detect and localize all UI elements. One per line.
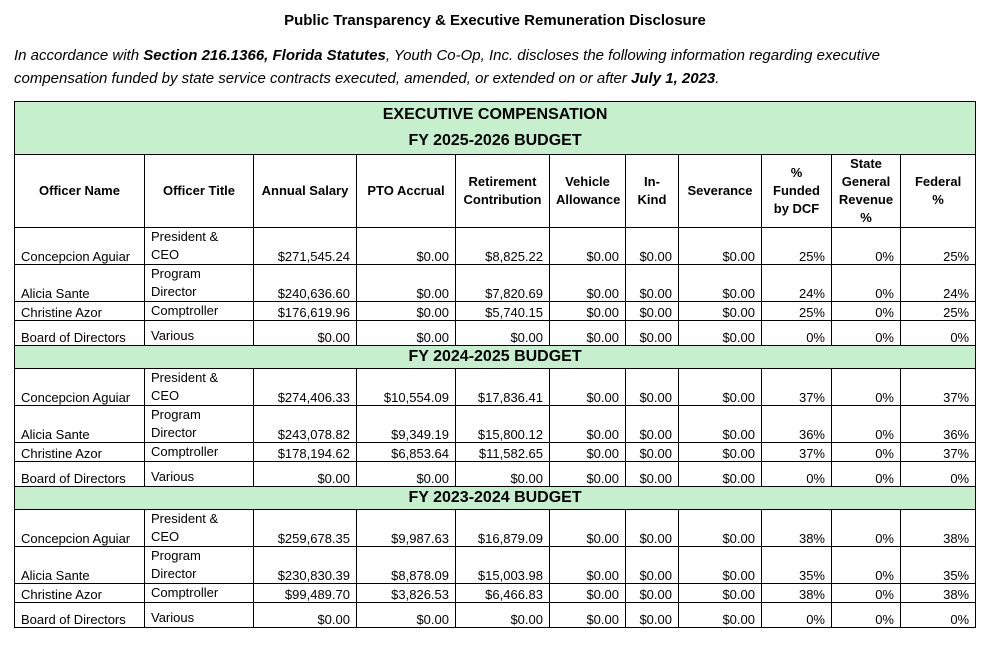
col-sgr-l3: Revenue	[838, 192, 894, 207]
officer-title-cell	[145, 406, 254, 443]
col-pto-accrual: PTO Accrual	[357, 155, 456, 228]
funded-dcf-cell: 38%	[762, 510, 832, 547]
severance-cell: $0.00	[679, 265, 762, 302]
section-row	[15, 487, 976, 510]
retirement-cell: $5,740.15	[456, 302, 550, 321]
officer-name-cell: Alicia Sante	[15, 547, 145, 584]
severance-cell: $0.00	[679, 603, 762, 628]
funded-dcf-cell: 24%	[762, 265, 832, 302]
federal-cell: 0%	[901, 603, 976, 628]
federal-cell: 0%	[901, 321, 976, 346]
salary-cell: $178,194.62	[254, 443, 357, 462]
table-row	[15, 369, 976, 406]
retirement-cell: $7,820.69	[456, 265, 550, 302]
intro-paragraph	[14, 44, 974, 90]
in-kind-cell: $0.00	[626, 547, 679, 584]
federal-cell: 37%	[901, 369, 976, 406]
funded-dcf-cell: 38%	[762, 584, 832, 603]
pto-accrual-cell: $0.00	[357, 265, 456, 302]
col-vehicle-l2: Allowance	[556, 192, 621, 207]
table-row	[15, 443, 976, 462]
federal-cell: 37%	[901, 443, 976, 462]
pto-accrual-cell: $0.00	[357, 462, 456, 487]
retirement-cell: $11,582.65	[456, 443, 550, 462]
section-row	[15, 346, 976, 369]
vehicle-allowance-cell: $0.00	[550, 547, 626, 584]
table-row	[15, 265, 976, 302]
table-row	[15, 228, 976, 265]
pto-accrual-cell: $0.00	[357, 321, 456, 346]
funded-dcf-cell: 35%	[762, 547, 832, 584]
section-label: FY 2023-2024 BUDGET	[15, 487, 976, 510]
vehicle-allowance-cell: $0.00	[550, 228, 626, 265]
col-dcf-l3: by DCF	[773, 201, 820, 216]
officer-title-line: Director	[151, 566, 197, 581]
salary-cell: $0.00	[254, 462, 357, 487]
pto-accrual-cell: $0.00	[357, 302, 456, 321]
vehicle-allowance-cell: $0.00	[550, 321, 626, 346]
pto-accrual-cell: $0.00	[357, 603, 456, 628]
col-annual-salary: Annual Salary	[254, 155, 357, 228]
state-general-revenue-cell: 0%	[832, 302, 901, 321]
funded-dcf-cell: 0%	[762, 462, 832, 487]
severance-cell: $0.00	[679, 228, 762, 265]
retirement-cell: $15,800.12	[456, 406, 550, 443]
federal-cell: 0%	[901, 462, 976, 487]
retirement-cell: $0.00	[456, 321, 550, 346]
col-retirement-l1: Retirement	[468, 174, 537, 189]
state-general-revenue-cell: 0%	[832, 603, 901, 628]
officer-title-cell: Comptroller	[145, 584, 254, 603]
in-kind-cell: $0.00	[626, 510, 679, 547]
section-label: FY 2025-2026 BUDGET	[408, 132, 582, 149]
salary-cell: $0.00	[254, 603, 357, 628]
col-retirement	[456, 155, 550, 228]
vehicle-allowance-cell: $0.00	[550, 302, 626, 321]
officer-title-cell	[145, 510, 254, 547]
salary-cell: $271,545.24	[254, 228, 357, 265]
funded-dcf-cell: 25%	[762, 302, 832, 321]
officer-title-line: Program	[151, 407, 201, 422]
table-row	[15, 462, 976, 487]
col-federal-l1: Federal	[914, 174, 962, 189]
state-general-revenue-cell: 0%	[832, 406, 901, 443]
funded-dcf-cell: 37%	[762, 443, 832, 462]
table-row	[15, 584, 976, 603]
salary-cell: $274,406.33	[254, 369, 357, 406]
severance-cell: $0.00	[679, 462, 762, 487]
salary-cell: $99,489.70	[254, 584, 357, 603]
officer-title-cell: Comptroller	[145, 302, 254, 321]
officer-title-line: CEO	[151, 247, 180, 262]
retirement-cell: $6,466.83	[456, 584, 550, 603]
federal-cell: 25%	[901, 302, 976, 321]
col-federal-l2: %	[932, 192, 944, 207]
in-kind-cell: $0.00	[626, 603, 679, 628]
vehicle-allowance-cell: $0.00	[550, 462, 626, 487]
col-vehicle	[550, 155, 626, 228]
pto-accrual-cell: $9,987.63	[357, 510, 456, 547]
pto-accrual-cell: $10,554.09	[357, 369, 456, 406]
officer-title-line: President &	[151, 511, 219, 526]
salary-cell: $176,619.96	[254, 302, 357, 321]
compensation-table	[14, 101, 976, 628]
col-federal	[901, 155, 976, 228]
federal-cell: 35%	[901, 547, 976, 584]
state-general-revenue-cell: 0%	[832, 228, 901, 265]
officer-name-cell: Christine Azor	[15, 584, 145, 603]
officer-title-cell: Comptroller	[145, 443, 254, 462]
table-row	[15, 302, 976, 321]
officer-title-cell	[145, 265, 254, 302]
officer-title-cell: Various	[145, 603, 254, 628]
severance-cell: $0.00	[679, 406, 762, 443]
officer-name-cell: Board of Directors	[15, 321, 145, 346]
severance-cell: $0.00	[679, 510, 762, 547]
col-sgr-l2: General	[841, 174, 891, 189]
officer-title-line: President &	[151, 370, 219, 385]
retirement-cell: $8,825.22	[456, 228, 550, 265]
in-kind-cell: $0.00	[626, 584, 679, 603]
in-kind-cell: $0.00	[626, 265, 679, 302]
state-general-revenue-cell: 0%	[832, 369, 901, 406]
officer-name-cell: Christine Azor	[15, 302, 145, 321]
salary-cell: $0.00	[254, 321, 357, 346]
severance-cell: $0.00	[679, 369, 762, 406]
pto-accrual-cell: $9,349.19	[357, 406, 456, 443]
officer-name-cell: Alicia Sante	[15, 265, 145, 302]
in-kind-cell: $0.00	[626, 321, 679, 346]
intro-text-2: , Youth Co-Op, Inc. discloses the following information regarding executive compensation funded by state service contracts executed, amended, or extended on or after	[14, 47, 881, 87]
retirement-cell: $17,836.41	[456, 369, 550, 406]
funded-dcf-cell: 37%	[762, 369, 832, 406]
document-title: Public Transparency & Executive Remuneration Disclosure	[284, 12, 706, 29]
federal-cell: 24%	[901, 265, 976, 302]
officer-name-cell: Concepcion Aguiar	[15, 228, 145, 265]
col-funded-dcf	[762, 155, 832, 228]
salary-cell: $243,078.82	[254, 406, 357, 443]
federal-cell: 36%	[901, 406, 976, 443]
severance-cell: $0.00	[679, 547, 762, 584]
in-kind-cell: $0.00	[626, 406, 679, 443]
officer-title-line: CEO	[151, 529, 180, 544]
col-dcf-l1: %	[790, 165, 803, 180]
funded-dcf-cell: 36%	[762, 406, 832, 443]
severance-cell: $0.00	[679, 321, 762, 346]
col-retirement-l2: Contribution	[463, 192, 542, 207]
state-general-revenue-cell: 0%	[832, 510, 901, 547]
in-kind-cell: $0.00	[626, 302, 679, 321]
severance-cell: $0.00	[679, 443, 762, 462]
pto-accrual-cell: $6,853.64	[357, 443, 456, 462]
in-kind-cell: $0.00	[626, 462, 679, 487]
intro-statute: Section 216.1366, Florida Statutes	[143, 47, 386, 64]
officer-title-cell: Various	[145, 462, 254, 487]
table-row	[15, 321, 976, 346]
federal-cell: 25%	[901, 228, 976, 265]
retirement-cell: $15,003.98	[456, 547, 550, 584]
officer-name-cell: Concepcion Aguiar	[15, 369, 145, 406]
state-general-revenue-cell: 0%	[832, 265, 901, 302]
salary-cell: $259,678.35	[254, 510, 357, 547]
col-officer-name: Officer Name	[15, 155, 145, 228]
col-dcf-l2: Funded	[773, 183, 820, 198]
state-general-revenue-cell: 0%	[832, 547, 901, 584]
pto-accrual-cell: $0.00	[357, 228, 456, 265]
officer-title-line: Program	[151, 266, 201, 281]
in-kind-cell: $0.00	[626, 443, 679, 462]
officer-title-line: President &	[151, 229, 219, 244]
vehicle-allowance-cell: $0.00	[550, 406, 626, 443]
vehicle-allowance-cell: $0.00	[550, 584, 626, 603]
officer-title-cell	[145, 547, 254, 584]
vehicle-allowance-cell: $0.00	[550, 369, 626, 406]
officer-title-cell	[145, 369, 254, 406]
table-heading	[15, 102, 976, 155]
funded-dcf-cell: 25%	[762, 228, 832, 265]
state-general-revenue-cell: 0%	[832, 462, 901, 487]
in-kind-cell: $0.00	[626, 369, 679, 406]
pto-accrual-cell: $8,878.09	[357, 547, 456, 584]
col-state-general-revenue	[832, 155, 901, 228]
officer-title-cell: Various	[145, 321, 254, 346]
intro-text-3: .	[715, 70, 720, 87]
table-row	[15, 406, 976, 443]
state-general-revenue-cell: 0%	[832, 321, 901, 346]
officer-title-line: Director	[151, 425, 197, 440]
vehicle-allowance-cell: $0.00	[550, 603, 626, 628]
vehicle-allowance-cell: $0.00	[550, 265, 626, 302]
salary-cell: $230,830.39	[254, 547, 357, 584]
intro-text-1: In accordance with	[14, 47, 144, 64]
officer-name-cell: Board of Directors	[15, 603, 145, 628]
officer-name-cell: Alicia Sante	[15, 406, 145, 443]
pto-accrual-cell: $3,826.53	[357, 584, 456, 603]
table-row	[15, 510, 976, 547]
officer-name-cell: Board of Directors	[15, 462, 145, 487]
col-severance: Severance	[679, 155, 762, 228]
retirement-cell: $0.00	[456, 603, 550, 628]
retirement-cell: $0.00	[456, 462, 550, 487]
col-vehicle-l1: Vehicle	[565, 174, 610, 189]
salary-cell: $240,636.60	[254, 265, 357, 302]
officer-title-line: Program	[151, 548, 201, 563]
vehicle-allowance-cell: $0.00	[550, 443, 626, 462]
table-row	[15, 547, 976, 584]
section-label: FY 2024-2025 BUDGET	[15, 346, 976, 369]
state-general-revenue-cell: 0%	[832, 584, 901, 603]
federal-cell: 38%	[901, 584, 976, 603]
severance-cell: $0.00	[679, 584, 762, 603]
table-heading-title: EXECUTIVE COMPENSATION	[382, 106, 608, 123]
officer-name-cell: Concepcion Aguiar	[15, 510, 145, 547]
col-sgr-l4: %	[860, 210, 872, 225]
severance-cell: $0.00	[679, 302, 762, 321]
officer-name-cell: Christine Azor	[15, 443, 145, 462]
in-kind-cell: $0.00	[626, 228, 679, 265]
col-in-kind: In-Kind	[626, 155, 679, 228]
retirement-cell: $16,879.09	[456, 510, 550, 547]
vehicle-allowance-cell: $0.00	[550, 510, 626, 547]
funded-dcf-cell: 0%	[762, 321, 832, 346]
officer-title-line: CEO	[151, 388, 180, 403]
officer-title-cell	[145, 228, 254, 265]
table-body	[15, 228, 976, 628]
intro-date: July 1, 2023	[631, 70, 716, 87]
col-officer-title: Officer Title	[145, 155, 254, 228]
table-row	[15, 603, 976, 628]
officer-title-line: Director	[151, 284, 197, 299]
col-sgr-l1: State	[850, 156, 882, 171]
funded-dcf-cell: 0%	[762, 603, 832, 628]
state-general-revenue-cell: 0%	[832, 443, 901, 462]
federal-cell: 38%	[901, 510, 976, 547]
